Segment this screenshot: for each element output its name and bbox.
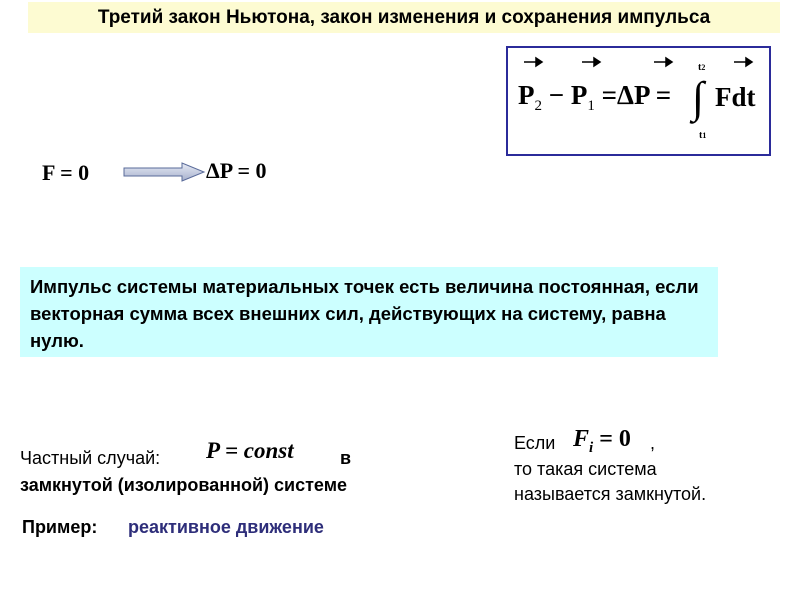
slide-title <box>28 2 780 33</box>
minus-sign: − <box>548 80 565 110</box>
integrand: Fdt <box>715 82 756 112</box>
implication-arrow-icon <box>122 161 208 183</box>
example-value: реактивное движение <box>128 517 324 537</box>
slide-title-text: Третий закон Ньютона, закон изменения и сохранения импульса <box>97 6 711 28</box>
force-zero-formula: F = 0 <box>42 160 90 185</box>
equals-sign-1: = <box>601 80 618 110</box>
closed-system-if: Если <box>514 433 556 453</box>
special-case-line2: замкнутой (изолированной) системе <box>20 475 348 495</box>
integral-sign: ∫ <box>692 73 705 122</box>
p1-subscript: 1 <box>587 98 595 114</box>
lower-limit-t: t <box>699 130 703 141</box>
p1-symbol: P <box>570 80 588 110</box>
example-label: Пример: <box>22 517 98 537</box>
equals-zero: = 0 <box>593 426 631 452</box>
closed-system-comma: , <box>650 433 656 453</box>
special-case-word-in: в <box>340 448 352 468</box>
closed-system-formula <box>573 426 631 456</box>
force-symbol: F <box>573 426 590 452</box>
equals-sign-2: = <box>655 80 672 110</box>
momentum-change-formula-box <box>506 46 771 156</box>
conservation-statement-text: Импульс системы материальных точек есть величина постоянная, если векторная сумма всех внешних сил, действующих на систему, равна нулю. <box>30 276 699 351</box>
p2-subscript: 2 <box>534 98 542 114</box>
closed-system-line2: то такая система <box>514 459 657 479</box>
formula-expression <box>518 80 672 114</box>
upper-limit-sub: 2 <box>701 63 706 72</box>
delta-p-symbol: ΔP <box>617 80 649 110</box>
lower-limit-sub: 1 <box>702 131 707 140</box>
p2-symbol: P <box>518 80 535 110</box>
upper-limit <box>698 62 705 73</box>
closed-system-line3: называется замкнутой. <box>514 484 707 504</box>
conservation-statement-box <box>20 267 718 357</box>
vector-arrows-icon <box>522 56 762 68</box>
upper-limit-t: t <box>698 62 702 73</box>
special-case-formula: P = const <box>206 438 294 463</box>
lower-limit <box>699 130 706 141</box>
momentum-change-zero-formula: ΔP = 0 <box>206 158 267 183</box>
special-case-label: Частный случай: <box>20 448 161 468</box>
force-subscript: i <box>589 440 594 456</box>
